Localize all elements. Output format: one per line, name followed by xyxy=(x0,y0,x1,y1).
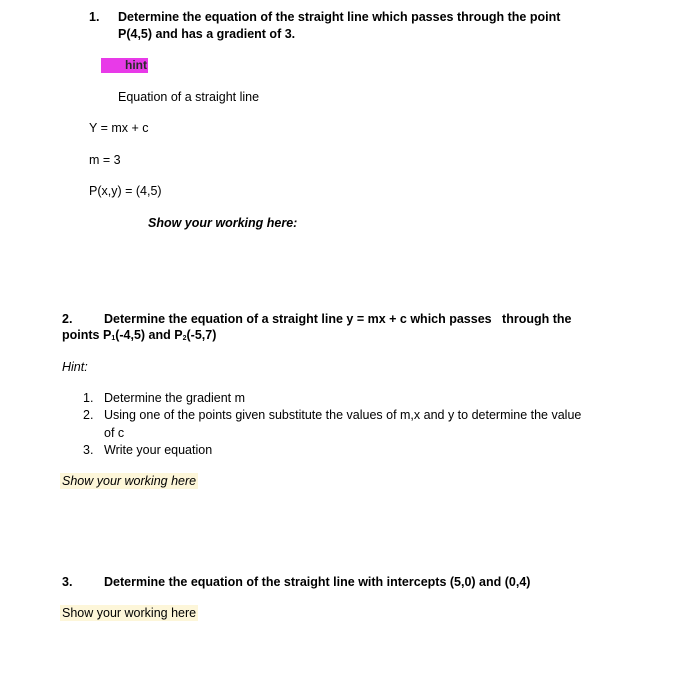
q1-text-line1: Determine the equation of the straight line which passes through the point xyxy=(118,10,561,24)
q2-number: 2. xyxy=(62,312,73,326)
step-text: Using one of the points given substitute the values of m,x and y to determine the value xyxy=(104,408,582,422)
q2-sub2: 2 xyxy=(182,335,187,342)
q1-text-line2: P(4,5) and has a gradient of 3. xyxy=(118,27,296,41)
step-number: 1. xyxy=(83,391,94,405)
q2-text-line1: Determine the equation of a straight line y = mx + c which passes through the xyxy=(104,312,572,326)
step-text: Write your equation xyxy=(104,443,213,457)
q2-text-a: points P xyxy=(62,328,112,342)
q1-working-prompt: Show your working here: xyxy=(148,216,298,230)
q2-text-c: (-5,7) xyxy=(186,328,217,342)
q1-point: P(x,y) = (4,5) xyxy=(89,184,162,198)
q1-gradient: m = 3 xyxy=(89,153,121,167)
q3-number: 3. xyxy=(62,575,73,589)
q2-sub1: 1 xyxy=(111,335,116,342)
q1-hint-badge xyxy=(101,58,148,73)
q3-working-prompt: Show your working here xyxy=(62,606,197,620)
q2-working-prompt: Show your working here xyxy=(62,474,197,488)
q1-formula: Y = mx + c xyxy=(89,121,149,135)
step-number: 2. xyxy=(83,408,94,422)
q3-text: Determine the equation of the straight line with intercepts (5,0) and (0,4) xyxy=(104,575,531,589)
step-text-continued: of c xyxy=(104,426,125,440)
q2-hint-label: Hint: xyxy=(62,360,88,374)
hint-label: hint xyxy=(101,58,148,73)
q1-number: 1. xyxy=(89,10,100,24)
q1-equation-heading: Equation of a straight line xyxy=(118,90,260,104)
q2-text-line2 xyxy=(62,327,216,347)
step-number: 3. xyxy=(83,443,94,457)
q2-text-b: (-4,5) and P xyxy=(115,328,183,342)
step-text: Determine the gradient m xyxy=(104,391,246,405)
